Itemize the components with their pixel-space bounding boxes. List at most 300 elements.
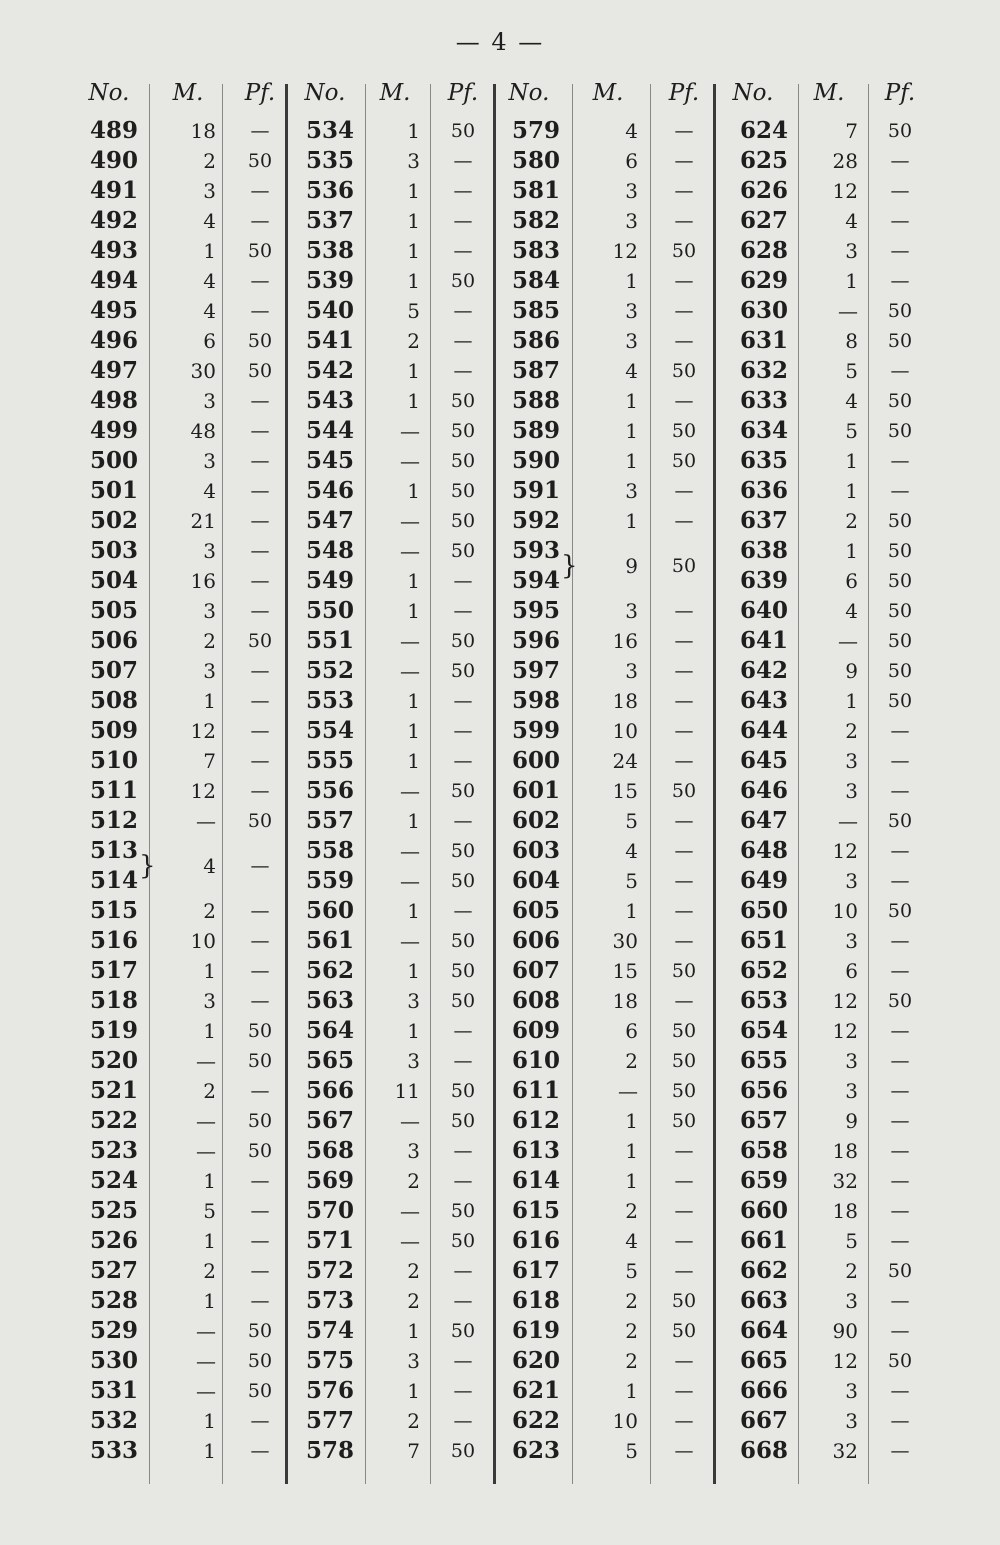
pfennig-value: — bbox=[890, 1020, 910, 1042]
entry-number: 554 bbox=[305, 717, 354, 744]
header-m: M. bbox=[813, 80, 845, 106]
mark-value: 2 bbox=[625, 1289, 638, 1313]
entry-number: 593 bbox=[511, 537, 560, 564]
mark-value: 32 bbox=[832, 1169, 858, 1193]
pfennig-value: — bbox=[453, 1170, 473, 1192]
mark-value: 4 bbox=[625, 1229, 638, 1253]
entry-number: 537 bbox=[305, 207, 354, 234]
entry-number: 572 bbox=[305, 1257, 354, 1284]
entry-number: 524 bbox=[89, 1167, 138, 1194]
mark-value: 10 bbox=[190, 929, 216, 953]
pfennig-value: — bbox=[250, 1200, 270, 1222]
entry-number: 661 bbox=[739, 1227, 788, 1254]
entry-number: 507 bbox=[89, 657, 138, 684]
mark-value: 3 bbox=[203, 659, 216, 683]
entry-number: 666 bbox=[739, 1377, 788, 1404]
mark-value: 2 bbox=[407, 1259, 420, 1283]
pfennig-value: 50 bbox=[671, 1290, 697, 1312]
pfennig-value: — bbox=[890, 1080, 910, 1102]
entry-number: 569 bbox=[305, 1167, 354, 1194]
pfennig-value: — bbox=[453, 330, 473, 352]
mark-value: 1 bbox=[845, 269, 858, 293]
mark-value: 2 bbox=[845, 1259, 858, 1283]
mark-value: 30 bbox=[612, 929, 638, 953]
pfennig-value: — bbox=[674, 1170, 694, 1192]
entry-number: 528 bbox=[89, 1287, 138, 1314]
pfennig-value: 50 bbox=[450, 540, 476, 562]
mark-value: 12 bbox=[832, 989, 858, 1013]
entry-number: 548 bbox=[305, 537, 354, 564]
mark-value: 24 bbox=[612, 749, 638, 773]
mark-value: 4 bbox=[625, 839, 638, 863]
mark-value: — bbox=[400, 449, 420, 473]
entry-number: 602 bbox=[511, 807, 560, 834]
mark-value: 2 bbox=[845, 509, 858, 533]
pfennig-value: — bbox=[453, 1380, 473, 1402]
entry-number: 519 bbox=[89, 1017, 138, 1044]
mark-value: 2 bbox=[625, 1349, 638, 1373]
entry-number: 578 bbox=[305, 1437, 354, 1464]
pfennig-value: — bbox=[890, 960, 910, 982]
mark-value: 12 bbox=[832, 1019, 858, 1043]
entry-number: 536 bbox=[305, 177, 354, 204]
entry-number: 547 bbox=[305, 507, 354, 534]
pfennig-value: 50 bbox=[450, 870, 476, 892]
mark-value: 3 bbox=[845, 749, 858, 773]
entry-number: 570 bbox=[305, 1197, 354, 1224]
entry-number: 665 bbox=[739, 1347, 788, 1374]
mark-value: 1 bbox=[203, 1289, 216, 1313]
pfennig-value: — bbox=[453, 570, 473, 592]
entry-number: 580 bbox=[511, 147, 560, 174]
pfennig-value: 50 bbox=[887, 600, 913, 622]
entry-number: 664 bbox=[739, 1317, 788, 1344]
mark-value: 9 bbox=[625, 554, 638, 578]
entry-number: 649 bbox=[739, 867, 788, 894]
entry-number: 504 bbox=[89, 567, 138, 594]
entry-number: 646 bbox=[739, 777, 788, 804]
column-rule bbox=[572, 84, 573, 1484]
entry-number: 539 bbox=[305, 267, 354, 294]
entry-number: 532 bbox=[89, 1407, 138, 1434]
entry-number: 502 bbox=[89, 507, 138, 534]
pfennig-value: — bbox=[674, 1230, 694, 1252]
mark-value: 4 bbox=[203, 269, 216, 293]
entry-number: 594 bbox=[511, 567, 560, 594]
column-rule bbox=[650, 84, 651, 1484]
mark-value: 3 bbox=[625, 209, 638, 233]
entry-number: 489 bbox=[89, 117, 138, 144]
entry-number: 620 bbox=[511, 1347, 560, 1374]
entry-number: 508 bbox=[89, 687, 138, 714]
pfennig-value: 50 bbox=[887, 570, 913, 592]
pfennig-value: 50 bbox=[450, 630, 476, 652]
mark-value: 18 bbox=[832, 1139, 858, 1163]
mark-value: — bbox=[400, 929, 420, 953]
entry-number: 490 bbox=[89, 147, 138, 174]
mark-value: 2 bbox=[203, 629, 216, 653]
mark-value: 3 bbox=[625, 599, 638, 623]
mark-value: — bbox=[618, 1079, 638, 1103]
pfennig-value: 50 bbox=[247, 240, 273, 262]
entry-number: 668 bbox=[739, 1437, 788, 1464]
pfennig-value: 50 bbox=[247, 360, 273, 382]
mark-value: 10 bbox=[832, 899, 858, 923]
mark-value: — bbox=[400, 1109, 420, 1133]
mark-value: 1 bbox=[625, 449, 638, 473]
pfennig-value: — bbox=[890, 210, 910, 232]
entry-number: 643 bbox=[739, 687, 788, 714]
pfennig-value: — bbox=[674, 120, 694, 142]
mark-value: 3 bbox=[203, 179, 216, 203]
mark-value: — bbox=[196, 1349, 216, 1373]
entry-number: 545 bbox=[305, 447, 354, 474]
mark-value: 3 bbox=[625, 329, 638, 353]
pfennig-value: — bbox=[250, 855, 270, 877]
entry-number: 586 bbox=[511, 327, 560, 354]
mark-value: 3 bbox=[845, 239, 858, 263]
mark-value: 5 bbox=[625, 869, 638, 893]
mark-value: 2 bbox=[407, 1169, 420, 1193]
mark-value: 12 bbox=[832, 179, 858, 203]
mark-value: 3 bbox=[845, 1049, 858, 1073]
pfennig-value: — bbox=[674, 150, 694, 172]
entry-number: 618 bbox=[511, 1287, 560, 1314]
entry-number: 496 bbox=[89, 327, 138, 354]
pfennig-value: 50 bbox=[887, 300, 913, 322]
entry-number: 515 bbox=[89, 897, 138, 924]
mark-value: 3 bbox=[407, 1049, 420, 1073]
entry-number: 576 bbox=[305, 1377, 354, 1404]
entry-number: 599 bbox=[511, 717, 560, 744]
pfennig-value: — bbox=[890, 1380, 910, 1402]
mark-value: 3 bbox=[203, 989, 216, 1013]
entry-number: 607 bbox=[511, 957, 560, 984]
mark-value: 4 bbox=[845, 599, 858, 623]
entry-number: 636 bbox=[739, 477, 788, 504]
mark-value: 12 bbox=[832, 1349, 858, 1373]
entry-number: 609 bbox=[511, 1017, 560, 1044]
entry-number: 623 bbox=[511, 1437, 560, 1464]
mark-value: 4 bbox=[625, 359, 638, 383]
header-m: M. bbox=[379, 80, 411, 106]
pfennig-value: 50 bbox=[671, 360, 697, 382]
entry-number: 650 bbox=[739, 897, 788, 924]
pfennig-value: 50 bbox=[887, 660, 913, 682]
pfennig-value: — bbox=[674, 330, 694, 352]
entry-number: 655 bbox=[739, 1047, 788, 1074]
pfennig-value: — bbox=[250, 900, 270, 922]
pfennig-value: — bbox=[674, 1200, 694, 1222]
pfennig-value: — bbox=[890, 1440, 910, 1462]
mark-value: 1 bbox=[203, 959, 216, 983]
mark-value: 9 bbox=[845, 659, 858, 683]
pfennig-value: — bbox=[453, 600, 473, 622]
pfennig-value: — bbox=[890, 240, 910, 262]
mark-value: — bbox=[196, 1379, 216, 1403]
mark-value: 12 bbox=[832, 839, 858, 863]
pfennig-value: — bbox=[890, 1230, 910, 1252]
pfennig-value: 50 bbox=[671, 1050, 697, 1072]
mark-value: 7 bbox=[845, 119, 858, 143]
entry-number: 549 bbox=[305, 567, 354, 594]
pfennig-value: — bbox=[453, 1350, 473, 1372]
pfennig-value: — bbox=[453, 1020, 473, 1042]
entry-number: 544 bbox=[305, 417, 354, 444]
pfennig-value: 50 bbox=[247, 1050, 273, 1072]
entry-number: 621 bbox=[511, 1377, 560, 1404]
mark-value: 2 bbox=[625, 1049, 638, 1073]
entry-number: 654 bbox=[739, 1017, 788, 1044]
pfennig-value: 50 bbox=[887, 1350, 913, 1372]
pfennig-value: — bbox=[890, 1290, 910, 1312]
mark-value: 4 bbox=[203, 479, 216, 503]
entry-number: 612 bbox=[511, 1107, 560, 1134]
mark-value: — bbox=[400, 419, 420, 443]
entry-number: 560 bbox=[305, 897, 354, 924]
pfennig-value: — bbox=[250, 510, 270, 532]
mark-value: 1 bbox=[407, 959, 420, 983]
entry-number: 493 bbox=[89, 237, 138, 264]
mark-value: 10 bbox=[612, 719, 638, 743]
mark-value: — bbox=[400, 839, 420, 863]
mark-value: 11 bbox=[394, 1079, 420, 1103]
entry-number: 513 bbox=[89, 837, 138, 864]
column-rule bbox=[430, 84, 431, 1484]
mark-value: 1 bbox=[203, 1169, 216, 1193]
pfennig-value: — bbox=[674, 810, 694, 832]
pfennig-value: — bbox=[674, 750, 694, 772]
entry-number: 660 bbox=[739, 1197, 788, 1224]
header-pf: Pf. bbox=[884, 80, 916, 106]
pfennig-value: 50 bbox=[671, 960, 697, 982]
column-rule bbox=[149, 84, 150, 1484]
header-pf: Pf. bbox=[447, 80, 479, 106]
pfennig-value: 50 bbox=[450, 1230, 476, 1252]
mark-value: 2 bbox=[407, 1289, 420, 1313]
entry-number: 516 bbox=[89, 927, 138, 954]
entry-number: 542 bbox=[305, 357, 354, 384]
pfennig-value: — bbox=[674, 1260, 694, 1282]
entry-number: 622 bbox=[511, 1407, 560, 1434]
entry-number: 555 bbox=[305, 747, 354, 774]
mark-value: — bbox=[400, 1229, 420, 1253]
entry-number: 629 bbox=[739, 267, 788, 294]
pfennig-value: — bbox=[890, 180, 910, 202]
mark-value: 1 bbox=[203, 239, 216, 263]
entry-number: 642 bbox=[739, 657, 788, 684]
mark-value: 7 bbox=[203, 749, 216, 773]
entry-number: 613 bbox=[511, 1137, 560, 1164]
pfennig-value: — bbox=[674, 990, 694, 1012]
pfennig-value: 50 bbox=[450, 1080, 476, 1102]
entry-number: 604 bbox=[511, 867, 560, 894]
header-no: No. bbox=[508, 80, 550, 106]
mark-value: 15 bbox=[612, 779, 638, 803]
mark-value: — bbox=[838, 299, 858, 323]
pfennig-value: — bbox=[250, 450, 270, 472]
pfennig-value: 50 bbox=[247, 330, 273, 352]
mark-value: — bbox=[400, 779, 420, 803]
mark-value: 16 bbox=[612, 629, 638, 653]
entry-number: 635 bbox=[739, 447, 788, 474]
entry-number: 531 bbox=[89, 1377, 138, 1404]
entry-number: 589 bbox=[511, 417, 560, 444]
pfennig-value: — bbox=[250, 570, 270, 592]
mark-value: 1 bbox=[407, 209, 420, 233]
entry-number: 659 bbox=[739, 1167, 788, 1194]
pfennig-value: — bbox=[890, 1110, 910, 1132]
entry-number: 527 bbox=[89, 1257, 138, 1284]
mark-value: 1 bbox=[407, 1019, 420, 1043]
pfennig-value: — bbox=[250, 210, 270, 232]
pfennig-value: 50 bbox=[247, 1110, 273, 1132]
mark-value: 5 bbox=[625, 809, 638, 833]
mark-value: 9 bbox=[845, 1109, 858, 1133]
pfennig-value: — bbox=[250, 1290, 270, 1312]
entry-number: 567 bbox=[305, 1107, 354, 1134]
mark-value: 3 bbox=[845, 1379, 858, 1403]
pfennig-value: 50 bbox=[247, 1020, 273, 1042]
pfennig-value: 50 bbox=[887, 900, 913, 922]
pfennig-value: — bbox=[890, 360, 910, 382]
pfennig-value: 50 bbox=[450, 960, 476, 982]
entry-number: 596 bbox=[511, 627, 560, 654]
pfennig-value: — bbox=[674, 480, 694, 502]
entry-number: 588 bbox=[511, 387, 560, 414]
entry-number: 581 bbox=[511, 177, 560, 204]
pfennig-value: 50 bbox=[450, 840, 476, 862]
entry-number: 503 bbox=[89, 537, 138, 564]
pfennig-value: 50 bbox=[671, 1110, 697, 1132]
entry-number: 501 bbox=[89, 477, 138, 504]
mark-value: 16 bbox=[190, 569, 216, 593]
pfennig-value: — bbox=[453, 210, 473, 232]
mark-value: 4 bbox=[845, 209, 858, 233]
mark-value: 5 bbox=[203, 1199, 216, 1223]
mark-value: 1 bbox=[845, 479, 858, 503]
pfennig-value: 50 bbox=[247, 810, 273, 832]
entry-number: 616 bbox=[511, 1227, 560, 1254]
entry-number: 653 bbox=[739, 987, 788, 1014]
pfennig-value: — bbox=[250, 1260, 270, 1282]
entry-number: 647 bbox=[739, 807, 788, 834]
entry-number: 562 bbox=[305, 957, 354, 984]
pfennig-value: — bbox=[250, 780, 270, 802]
mark-value: — bbox=[196, 1109, 216, 1133]
entry-number: 603 bbox=[511, 837, 560, 864]
entry-number: 514 bbox=[89, 867, 138, 894]
pfennig-value: — bbox=[250, 930, 270, 952]
pfennig-value: — bbox=[890, 1140, 910, 1162]
mark-value: 12 bbox=[190, 719, 216, 743]
mark-value: 1 bbox=[407, 599, 420, 623]
pfennig-value: — bbox=[250, 990, 270, 1012]
pfennig-value: — bbox=[674, 1410, 694, 1432]
pfennig-value: — bbox=[890, 1320, 910, 1342]
pfennig-value: 50 bbox=[247, 1140, 273, 1162]
pfennig-value: — bbox=[890, 750, 910, 772]
pfennig-value: — bbox=[453, 810, 473, 832]
pfennig-value: — bbox=[453, 300, 473, 322]
pfennig-value: — bbox=[674, 600, 694, 622]
mark-value: 1 bbox=[625, 509, 638, 533]
mark-value: — bbox=[196, 809, 216, 833]
pfennig-value: 50 bbox=[450, 390, 476, 412]
entry-number: 529 bbox=[89, 1317, 138, 1344]
pfennig-value: 50 bbox=[887, 1260, 913, 1282]
pfennig-value: — bbox=[453, 1260, 473, 1282]
entry-number: 634 bbox=[739, 417, 788, 444]
pfennig-value: — bbox=[674, 720, 694, 742]
pfennig-value: 50 bbox=[671, 555, 697, 577]
pfennig-value: 50 bbox=[671, 1080, 697, 1102]
entry-number: 584 bbox=[511, 267, 560, 294]
entry-number: 625 bbox=[739, 147, 788, 174]
pfennig-value: 50 bbox=[450, 480, 476, 502]
pfennig-value: — bbox=[674, 630, 694, 652]
entry-number: 535 bbox=[305, 147, 354, 174]
entry-number: 533 bbox=[89, 1437, 138, 1464]
mark-value: 48 bbox=[190, 419, 216, 443]
pfennig-value: 50 bbox=[887, 810, 913, 832]
page-number: — 4 — bbox=[455, 28, 545, 56]
mark-value: 1 bbox=[407, 269, 420, 293]
mark-value: 8 bbox=[845, 329, 858, 353]
entry-number: 658 bbox=[739, 1137, 788, 1164]
entry-number: 573 bbox=[305, 1287, 354, 1314]
pfennig-value: 50 bbox=[887, 510, 913, 532]
pfennig-value: — bbox=[250, 390, 270, 412]
mark-value: 2 bbox=[625, 1199, 638, 1223]
mark-value: 3 bbox=[845, 779, 858, 803]
entry-number: 518 bbox=[89, 987, 138, 1014]
entry-number: 639 bbox=[739, 567, 788, 594]
mark-value: 1 bbox=[203, 1439, 216, 1463]
pfennig-value: — bbox=[453, 240, 473, 262]
mark-value: — bbox=[196, 1319, 216, 1343]
pfennig-value: 50 bbox=[450, 1110, 476, 1132]
pfennig-value: — bbox=[890, 1200, 910, 1222]
pfennig-value: — bbox=[674, 660, 694, 682]
mark-value: 4 bbox=[203, 854, 216, 878]
mark-value: 1 bbox=[407, 479, 420, 503]
entry-number: 517 bbox=[89, 957, 138, 984]
entry-number: 619 bbox=[511, 1317, 560, 1344]
mark-value: 3 bbox=[625, 659, 638, 683]
mark-value: 1 bbox=[407, 179, 420, 203]
mark-value: — bbox=[400, 509, 420, 533]
entry-number: 598 bbox=[511, 687, 560, 714]
entry-number: 663 bbox=[739, 1287, 788, 1314]
entry-number: 520 bbox=[89, 1047, 138, 1074]
entry-number: 577 bbox=[305, 1407, 354, 1434]
entry-number: 534 bbox=[305, 117, 354, 144]
mark-value: 1 bbox=[203, 1019, 216, 1043]
entry-number: 652 bbox=[739, 957, 788, 984]
entry-number: 538 bbox=[305, 237, 354, 264]
mark-value: 1 bbox=[407, 1319, 420, 1343]
entry-number: 540 bbox=[305, 297, 354, 324]
entry-number: 506 bbox=[89, 627, 138, 654]
entry-number: 579 bbox=[511, 117, 560, 144]
pfennig-value: — bbox=[453, 1410, 473, 1432]
header-no: No. bbox=[732, 80, 774, 106]
mark-value: 4 bbox=[845, 389, 858, 413]
mark-value: 1 bbox=[625, 389, 638, 413]
mark-value: 2 bbox=[407, 329, 420, 353]
pfennig-value: — bbox=[250, 540, 270, 562]
